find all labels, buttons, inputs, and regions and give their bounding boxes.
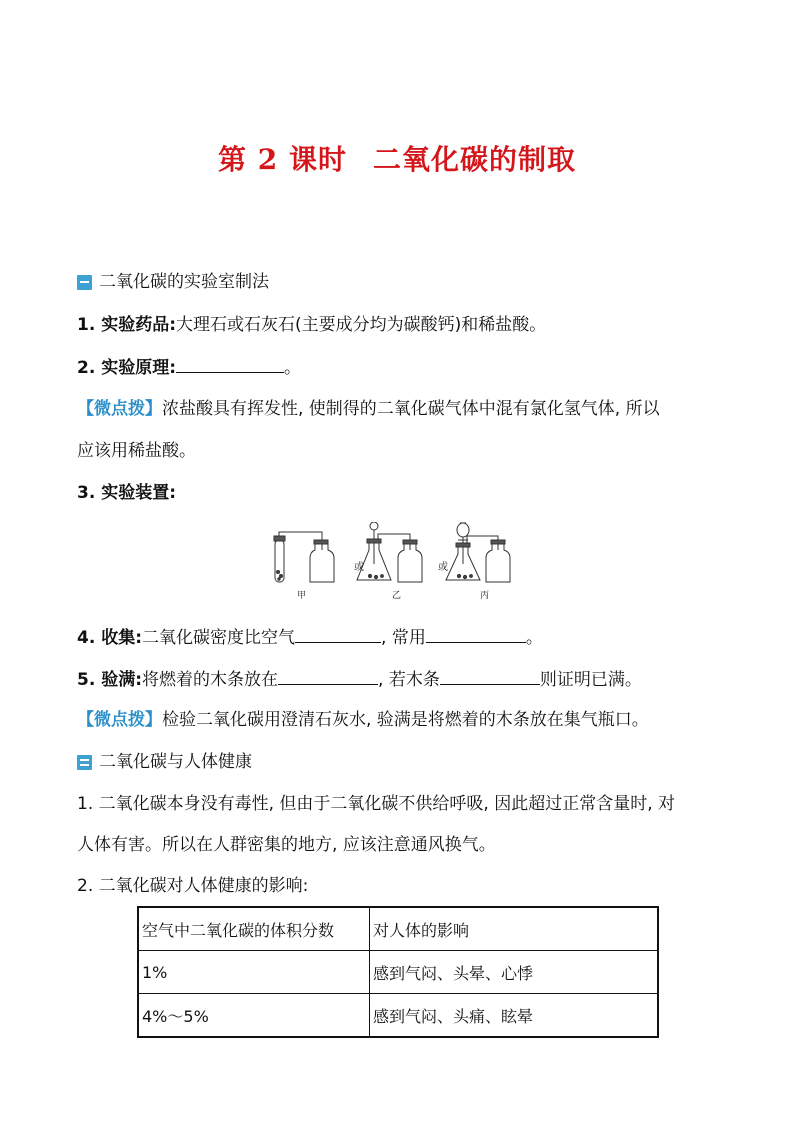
table-header: 空气中二氧化碳的体积分数 bbox=[138, 907, 370, 951]
label-jia: 甲 bbox=[297, 591, 307, 601]
item-collection: 4. 收集:二氧化碳密度比空气 , 常用 。 bbox=[77, 625, 543, 650]
lesson-topic: 二氧化碳的制取 bbox=[372, 143, 576, 176]
tip-tag: 【微点拨】 bbox=[77, 399, 162, 419]
principle-blank[interactable] bbox=[176, 355, 284, 373]
or-label-2: 或 bbox=[438, 562, 448, 573]
density-blank[interactable] bbox=[295, 625, 381, 643]
apparatus-c bbox=[446, 523, 510, 582]
item-full-check: 5. 验满:将燃着的木条放在 , 若木条 则证明已满。 bbox=[77, 667, 642, 692]
position-blank[interactable] bbox=[278, 667, 378, 685]
label-bing: 丙 bbox=[480, 591, 490, 601]
table-cell: 4%～5% bbox=[138, 994, 370, 1038]
tip1-line2: 应该用稀盐酸。 bbox=[77, 441, 196, 461]
table-row bbox=[138, 994, 658, 1038]
health-effects-intro: 2. 二氧化碳对人体健康的影响: bbox=[77, 876, 309, 896]
page-title bbox=[0, 138, 794, 178]
label-yi: 乙 bbox=[392, 591, 402, 601]
table-header: 对人体的影响 bbox=[370, 907, 659, 951]
tip1-line1: 【微点拨】浓盐酸具有挥发性, 使制得的二氧化碳气体中混有氯化氢气体, 所以 bbox=[77, 399, 660, 419]
table-row bbox=[138, 951, 658, 994]
tip-tag: 【微点拨】 bbox=[77, 710, 162, 730]
tip2: 【微点拨】检验二氧化碳用澄清石灰水, 验满是将燃着的木条放在集气瓶口。 bbox=[77, 710, 649, 730]
section2-heading: 二氧化碳与人体健康 bbox=[77, 750, 252, 777]
phenomenon-blank[interactable] bbox=[440, 667, 540, 685]
table-cell: 感到气闷、头晕、心悸 bbox=[370, 951, 659, 994]
table-cell: 感到气闷、头痛、眩晕 bbox=[370, 994, 659, 1038]
co2-effects-table bbox=[137, 906, 659, 1038]
item-reagents: 1. 实验药品:大理石或石灰石(主要成分均为碳酸钙)和稀盐酸。 bbox=[77, 315, 547, 335]
health-line1: 1. 二氧化碳本身没有毒性, 但由于二氧化碳不供给呼吸, 因此超过正常含量时, 对 bbox=[77, 794, 676, 814]
apparatus-b bbox=[357, 522, 422, 582]
section1-heading: 二氧化碳的实验室制法 bbox=[77, 270, 269, 297]
item-apparatus: 3. 实验装置: bbox=[77, 483, 177, 503]
table-cell: 1% bbox=[138, 951, 370, 994]
apparatus-a bbox=[274, 532, 334, 582]
or-label-1: 或 bbox=[354, 562, 364, 573]
section-list-icon bbox=[77, 275, 92, 290]
item-principle: 2. 实验原理: 。 bbox=[77, 355, 301, 380]
section-list-icon bbox=[77, 755, 92, 770]
lesson-number: 第 2 课时 bbox=[218, 143, 347, 176]
apparatus-figure bbox=[270, 522, 520, 602]
method-blank[interactable] bbox=[426, 625, 526, 643]
table-header-row bbox=[138, 907, 658, 951]
health-line2: 人体有害。所以在人群密集的地方, 应该注意通风换气。 bbox=[77, 835, 496, 855]
